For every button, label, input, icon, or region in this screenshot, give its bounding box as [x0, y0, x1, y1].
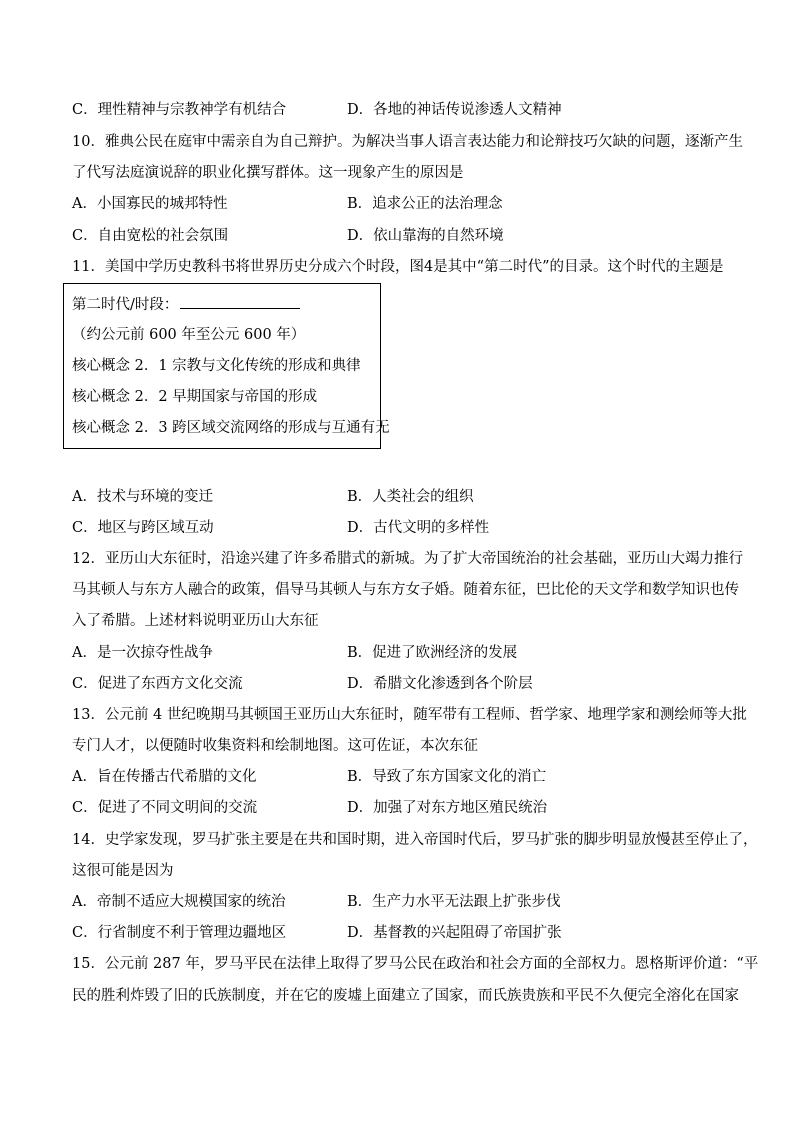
- q11-box-title-row: [72, 294, 300, 315]
- q12-option-b: B．促进了欧洲经济的发展: [347, 645, 518, 661]
- q11-stem: 11．美国中学历史教科书将世界历史分成六个时段，图4是其中“第二时代”的目录。这个时代的主题是: [72, 259, 724, 275]
- q11-box-title: 第二时代/时段：: [72, 297, 179, 313]
- q11-box-concept-1: 核心概念 2．1 宗教与文化传统的形成和典律: [72, 358, 361, 374]
- q15-stem-line1: 15．公元前 287 年，罗马平民在法律上取得了罗马公民在政治和社会方面的全部权力。恩格斯评价道：“平: [72, 956, 759, 972]
- q12-option-c: C．促进了东西方文化交流: [72, 676, 243, 692]
- q11-answer-blank: [180, 294, 300, 309]
- q10-option-c: C．自由宽松的社会氛围: [72, 228, 229, 244]
- q11-option-a: A．技术与环境的变迁: [72, 489, 213, 505]
- q13-option-b: B．导致了东方国家文化的消亡: [347, 769, 547, 785]
- q10-option-b: B．追求公正的法治理念: [347, 196, 503, 212]
- q14-option-a: A．帝制不适应大规模国家的统治: [72, 894, 286, 910]
- q15-stem-line2: 民的胜利炸毁了旧的氏族制度，并在它的废墟上面建立了国家，而氏族贵族和平民不久便完全溶化在国家: [72, 988, 739, 1004]
- q11-option-d: D．古代文明的多样性: [347, 520, 490, 536]
- q13-option-a: A．旨在传播古代希腊的文化: [72, 769, 257, 785]
- q13-stem-line2: 专门人才，以便随时收集资料和绘制地图。这可佐证，本次东征: [72, 738, 478, 754]
- q14-option-b: B．生产力水平无法跟上扩张步伐: [347, 894, 561, 910]
- q9-option-c: C．理性精神与宗教神学有机结合: [72, 102, 287, 118]
- q12-option-d: D．希腊文化渗透到各个阶层: [347, 676, 533, 692]
- q13-option-d: D．加强了对东方地区殖民统治: [347, 800, 548, 816]
- q12-stem-line1: 12．亚历山大东征时，沿途兴建了许多希腊式的新城。为了扩大帝国统治的社会基础，亚历山大竭力推行: [72, 551, 743, 567]
- q14-stem-line2: 这很可能是因为: [72, 863, 174, 879]
- q13-option-c: C．促进了不同文明间的交流: [72, 800, 258, 816]
- q14-option-c: C．行省制度不利于管理边疆地区: [72, 925, 287, 941]
- q13-stem-line1: 13．公元前 4 世纪晚期马其顿国王亚历山大东征时，随军带有工程师、哲学家、地理学家和测绘师等大批: [72, 707, 747, 723]
- q11-box-concept-3: 核心概念 2．3 跨区域交流网络的形成与互通有无: [72, 420, 390, 436]
- q10-option-a: A．小国寡民的城邦特性: [72, 196, 228, 212]
- q10-stem-line1: 10．雅典公民在庭审中需亲自为自己辩护。为解决当事人语言表达能力和论辩技巧欠缺的问题，逐渐产生: [72, 134, 743, 150]
- q12-option-a: A．是一次掠夺性战争: [72, 645, 213, 661]
- q12-stem-line2: 马其顿人与东方人融合的政策，倡导马其顿人与东方女子婚。随着东征，巴比伦的天文学和数学知识也传: [72, 582, 739, 598]
- q9-option-d: D．各地的神话传说渗透人文精神: [347, 102, 562, 118]
- q12-stem-line3: 入了希腊。上述材料说明亚历山大东征: [72, 613, 319, 629]
- q11-box-period: （约公元前 600 年至公元 600 年）: [72, 327, 306, 343]
- q11-option-c: C．地区与跨区域互动: [72, 520, 214, 536]
- q10-stem-line2: 了代写法庭演说辞的职业化撰写群体。这一现象产生的原因是: [72, 165, 464, 181]
- q14-stem-line1: 14．史学家发现，罗马扩张主要是在共和国时期，进入帝国时代后，罗马扩张的脚步明显放慢甚至停止了，: [72, 832, 758, 848]
- q14-option-d: D．基督教的兴起阻碍了帝国扩张: [347, 925, 562, 941]
- q11-box-concept-2: 核心概念 2．2 早期国家与帝国的形成: [72, 389, 318, 405]
- q11-option-b: B．人类社会的组织: [347, 489, 474, 505]
- q10-option-d: D．依山靠海的自然环境: [347, 228, 504, 244]
- q11-figure-box: [63, 283, 390, 449]
